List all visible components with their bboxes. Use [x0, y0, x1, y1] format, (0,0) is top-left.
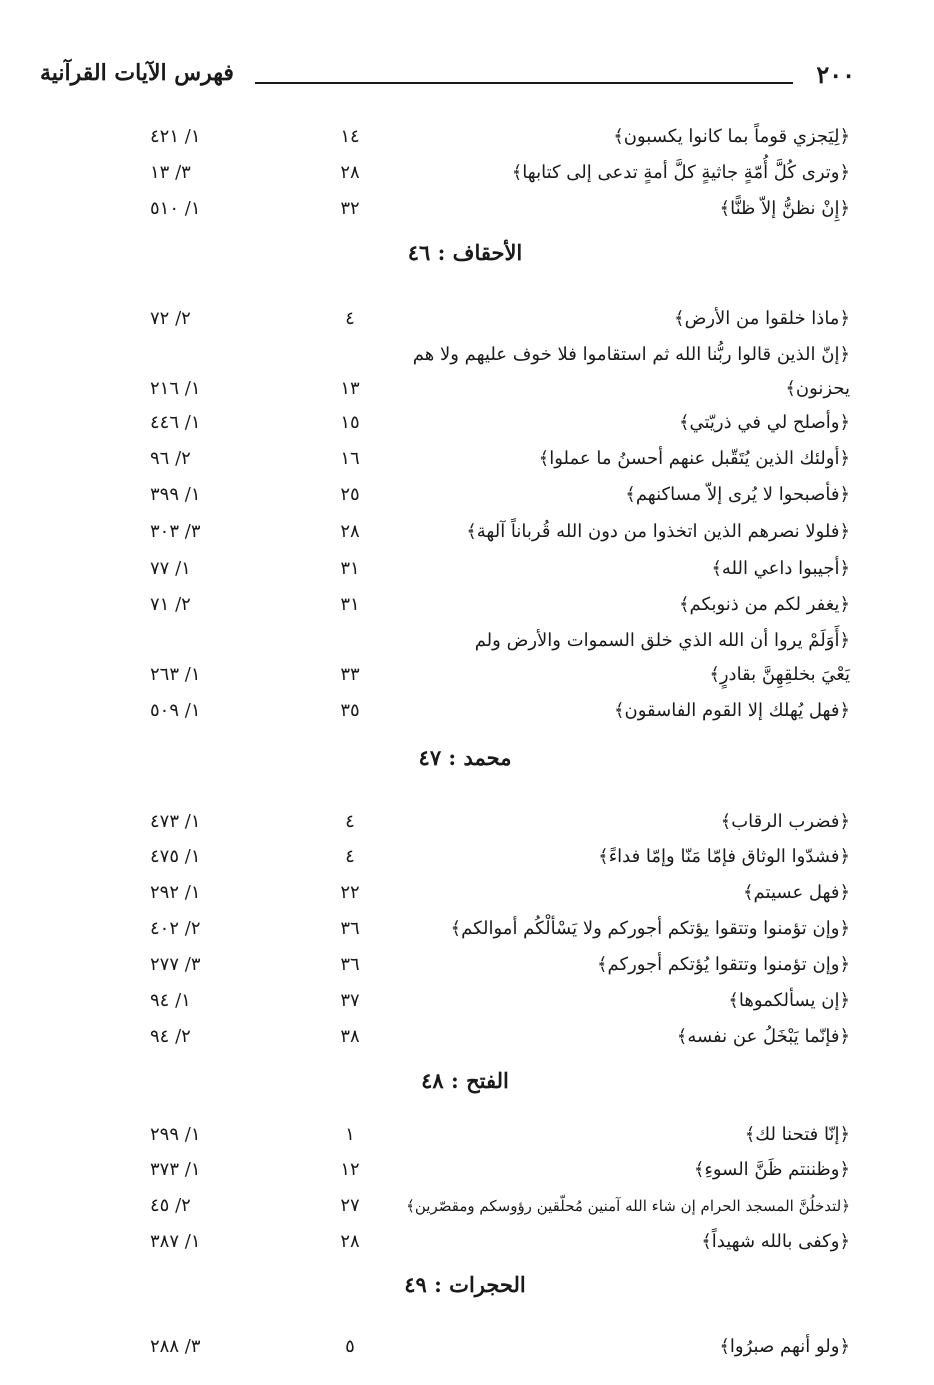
volume-page-ref: ١/ ٢٩٢	[150, 882, 201, 903]
verse-text: ﴿أولئك الذين يُتَقّبل عنهم أحسنُ ما عملوا﴾	[538, 448, 850, 469]
volume-page-ref: ٢/ ٤٠٢	[150, 918, 201, 939]
verse-text: ﴿ولو أنهم صبرُوا﴾	[719, 1336, 850, 1357]
volume-page-ref: ٢/ ٩٤	[150, 1026, 191, 1047]
volume-page-ref: ٣/ ١٣	[150, 162, 191, 183]
verse-text: ﴿وكفى بالله شهيداً﴾	[701, 1231, 850, 1252]
volume-page-ref: ١/ ٢٦٣	[150, 664, 201, 685]
verse-number: ٣١	[340, 594, 360, 615]
index-entry	[150, 984, 850, 1018]
verse-text: ﴿يغفر لكم من ذنوبكم﴾	[679, 594, 850, 615]
volume-page-ref: ١/ ٩٤	[150, 990, 191, 1011]
verse-number: ١٣	[340, 378, 360, 399]
verse-number: ١٤	[340, 126, 360, 147]
surah-heading: الأحقاف : ٤٦	[407, 240, 523, 265]
index-entry	[150, 624, 850, 692]
verse-text: ﴿فهل يُهلك إلا القوم الفاسقون﴾	[613, 700, 850, 721]
index-entry	[150, 694, 850, 728]
volume-page-ref: ١/ ٢١٦	[150, 378, 201, 399]
volume-page-ref: ١/ ٤٧٣	[150, 811, 201, 832]
index-entry	[150, 515, 850, 549]
volume-page-ref: ١/ ٥١٠	[150, 198, 201, 219]
verse-text: ﴿لِيَجزي قوماً بما كانوا يكسبون﴾	[613, 126, 850, 147]
index-entry	[150, 1020, 850, 1054]
verse-text: ﴿فشدّوا الوثاق فإمّا مَنّا وإمّا فداءً﴾	[598, 846, 850, 867]
verse-number: ٢٧	[340, 1195, 360, 1216]
verse-number: ٢٨	[340, 162, 360, 183]
verse-number: ٢٢	[340, 882, 360, 903]
verse-number: ١٥	[340, 412, 360, 433]
volume-page-ref: ١/ ٣٨٧	[150, 1231, 201, 1252]
index-entry	[150, 120, 850, 154]
verse-number: ٣٧	[340, 990, 360, 1011]
verse-number: ٤	[345, 308, 355, 329]
index-entry	[150, 302, 850, 336]
verse-text: ﴿وترى كُلَّ أُمّةٍ جاثيةٍ كلَّ أمةٍ تدعى إلى كتابها﴾	[511, 162, 850, 183]
verse-number: ٣٦	[340, 918, 360, 939]
verse-number: ٢٨	[340, 521, 360, 542]
header-rule	[255, 82, 793, 84]
verse-text: ﴿أَوَلَمْ يروا أن الله الذي خلق السموات والأرض ولم	[474, 630, 850, 651]
verse-text: ﴿فإنّما يَبْخَلُ عن نفسه﴾	[676, 1026, 850, 1047]
verse-number: ٤	[345, 846, 355, 867]
verse-text-continued: يَعْيَ بخلقِهِنَّ بقادرٍ﴾	[709, 664, 850, 685]
volume-page-ref: ١/ ٤٧٥	[150, 846, 201, 867]
verse-text: ﴿إِنْ نظنُّ إلاّ ظنًّا﴾	[719, 198, 850, 219]
verse-number: ٢٨	[340, 1231, 360, 1252]
volume-page-ref: ١/ ٣٩٩	[150, 484, 201, 505]
index-entry	[150, 840, 850, 874]
verse-text: ﴿إن يسألكموها﴾	[728, 990, 850, 1011]
volume-page-ref: ٢/ ٩٦	[150, 448, 191, 469]
volume-page-ref: ١/ ٧٧	[150, 558, 191, 579]
verse-text: ﴿أجيبوا داعي الله﴾	[711, 558, 850, 579]
index-entry	[150, 1189, 850, 1223]
verse-text: ﴿وأصلح لي في ذريّتي﴾	[678, 412, 850, 433]
verse-text: ﴿وإن تؤمنوا وتتقوا يُؤتكم أجوركم﴾	[596, 954, 850, 975]
index-entry	[150, 1153, 850, 1187]
index-entry	[150, 1225, 850, 1259]
volume-page-ref: ١/ ٥٠٩	[150, 700, 201, 721]
page-header	[40, 58, 855, 98]
verse-number: ٣٥	[340, 700, 360, 721]
verse-text: ﴿ماذا خلقوا من الأرض﴾	[674, 308, 850, 329]
index-entry	[150, 1118, 850, 1152]
verse-number: ٣١	[340, 558, 360, 579]
verse-number: ١	[345, 1124, 355, 1145]
verse-text: ﴿فضرب الرقاب﴾	[720, 811, 850, 832]
verse-number: ٤	[345, 811, 355, 832]
verse-text: ﴿فأصبحوا لا يُرى إلاّ مساكنهم﴾	[625, 484, 850, 505]
index-entry	[150, 156, 850, 190]
volume-page-ref: ١/ ٢٩٩	[150, 1124, 201, 1145]
verse-number: ٣٦	[340, 954, 360, 975]
verse-number: ٥	[345, 1336, 355, 1357]
verse-text: ﴿فلولا نصرهم الذين اتخذوا من دون الله قُرباناً آلهة﴾	[466, 521, 850, 542]
page-number: ٢٠٠	[816, 60, 855, 89]
verse-number: ١٢	[340, 1159, 360, 1180]
volume-page-ref: ٣/ ٣٠٣	[150, 521, 201, 542]
verse-text: ﴿وظننتم ظَنَّ السوءِ﴾	[693, 1159, 850, 1180]
verse-number: ٢٥	[340, 484, 360, 505]
volume-page-ref: ٢/ ٧١	[150, 594, 191, 615]
volume-page-ref: ٢/ ٧٢	[150, 308, 191, 329]
index-entry	[150, 406, 850, 440]
surah-heading: الحجرات : ٤٩	[404, 1272, 526, 1297]
volume-page-ref: ٣/ ٢٨٨	[150, 1336, 201, 1357]
volume-page-ref: ١/ ٣٧٣	[150, 1159, 201, 1180]
verse-text: ﴿إنّا فتحنا لك﴾	[744, 1124, 850, 1145]
index-entry	[150, 588, 850, 622]
verse-number: ٣٨	[340, 1026, 360, 1047]
index-entry	[150, 805, 850, 839]
volume-page-ref: ١/ ٤٢١	[150, 126, 201, 147]
index-entry	[150, 478, 850, 512]
volume-page-ref: ٢/ ٤٥	[150, 1195, 191, 1216]
index-entry	[150, 338, 850, 406]
index-entry	[150, 1330, 850, 1364]
index-entry	[150, 192, 850, 226]
index-entry	[150, 552, 850, 586]
verse-number: ٣٢	[340, 198, 360, 219]
verse-text: ﴿وإن تؤمنوا وتتقوا يؤتكم أجوركم ولا يَسْألْكُم أموالكم﴾	[450, 918, 850, 939]
index-entry	[150, 442, 850, 476]
verse-text: ﴿لتدخلُنَّ المسجد الحرام إن شاء الله آمنين مُحلّقين رؤوسكم ومقصّرين﴾	[406, 1197, 850, 1215]
volume-page-ref: ٣/ ٢٧٧	[150, 954, 201, 975]
volume-page-ref: ١/ ٤٤٦	[150, 412, 201, 433]
verse-number: ٣٣	[340, 664, 360, 685]
index-entry	[150, 876, 850, 910]
verse-text: ﴿إنّ الذين قالوا ربُّنا الله ثم استقاموا فلا خوف عليهم ولا هم	[412, 344, 850, 365]
verse-text-continued: يحزنون﴾	[785, 378, 850, 399]
verse-number: ١٦	[340, 448, 360, 469]
surah-heading: الفتح : ٤٨	[421, 1068, 509, 1093]
verse-text: ﴿فهل عسيتم﴾	[743, 882, 850, 903]
surah-heading: محمد : ٤٧	[418, 745, 512, 770]
index-entry	[150, 948, 850, 982]
page-title: فهرس الآيات القرآنية	[40, 60, 234, 86]
index-entry	[150, 912, 850, 946]
